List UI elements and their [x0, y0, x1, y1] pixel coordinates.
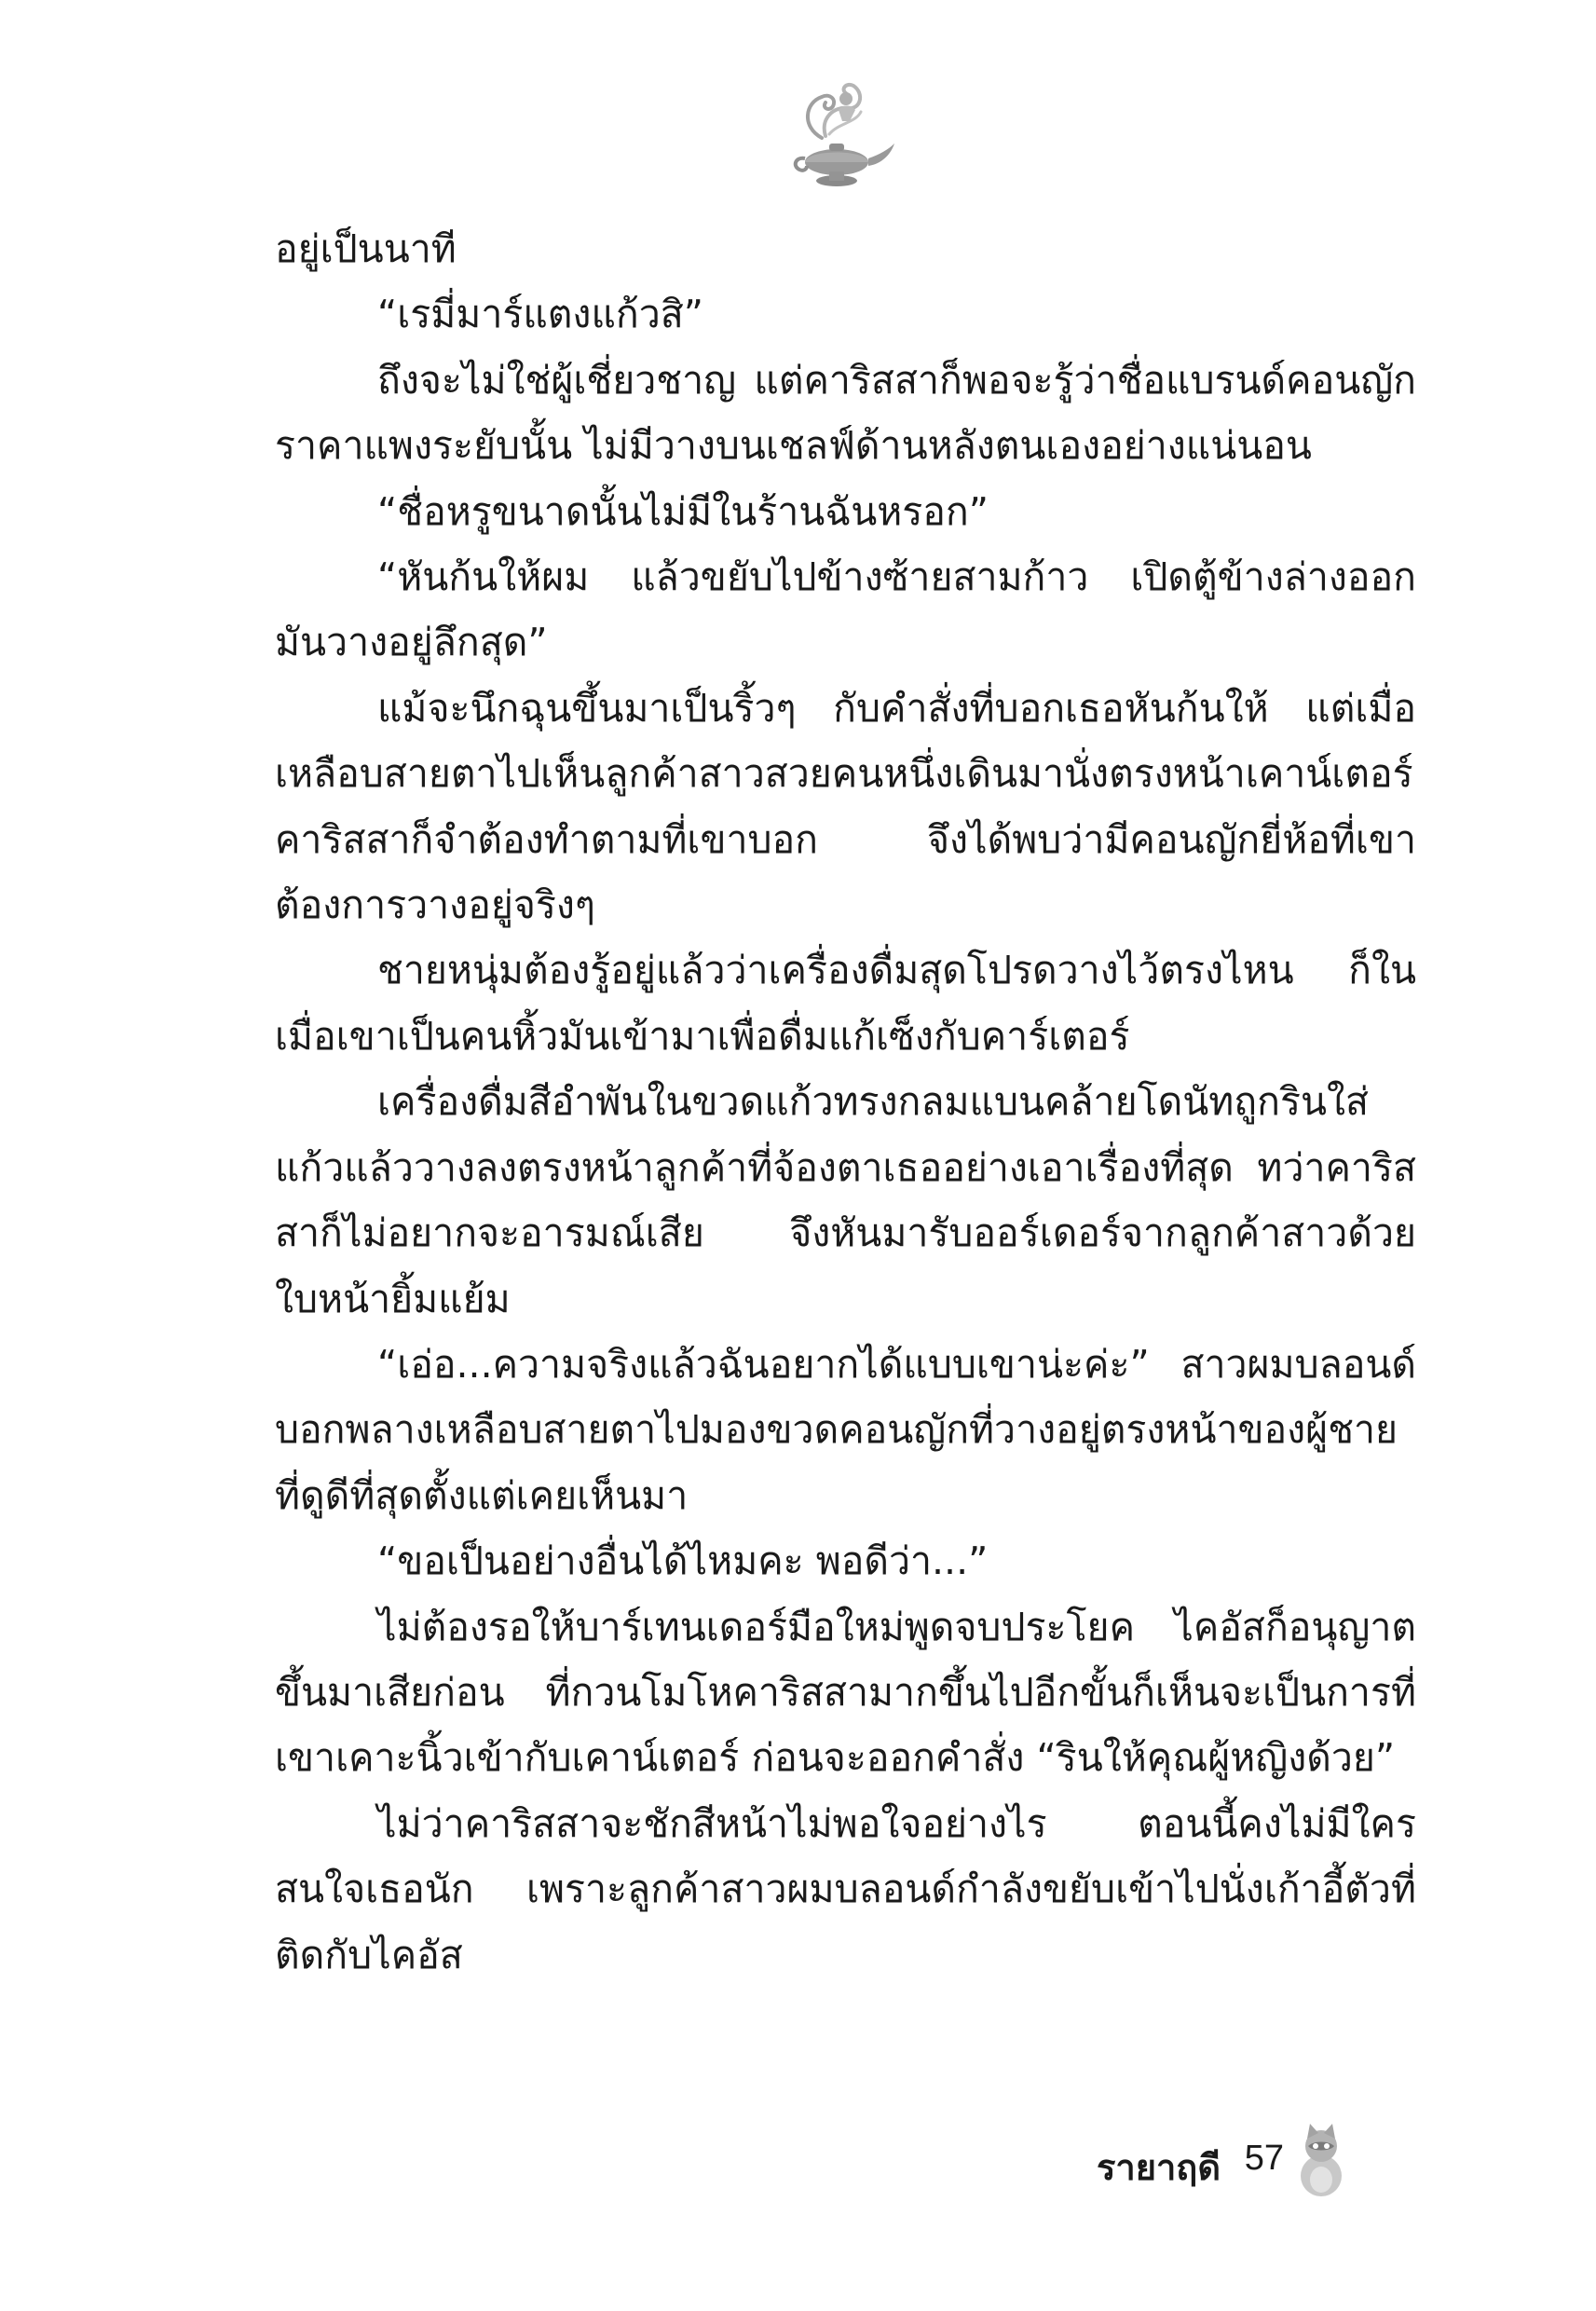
cat-mascot-icon	[1291, 2120, 1351, 2198]
paragraph: ไม่ว่าคาริสสาจะชักสีหน้าไม่พอใจอย่างไร ตอนนี้คงไม่มีใครสนใจเธอนัก เพราะลูกค้าสาวผมบลอนด์กำลังขยับเข้าไปนั่งเก้าอี้ตัวที่ติดกับไคอัส	[275, 1800, 1416, 1977]
paragraph: ชายหนุ่มต้องรู้อยู่แล้วว่าเครื่องดื่มสุดโปรดวางไว้ตรงไหน ก็ในเมื่อเขาเป็นคนหิ้วมันเข้ามาเพื่อดื่มแก้เซ็งกับคาร์เตอร์	[275, 948, 1416, 1059]
page-footer	[1096, 2120, 1435, 2204]
paragraph: “เรมี่มาร์แตงแก้วสิ”	[377, 292, 703, 337]
body-text	[275, 216, 1416, 1988]
paragraph: ไม่ต้องรอให้บาร์เทนเดอร์มือใหม่พูดจบประโยค ไคอัสก็อนุญาตขึ้นมาเสียก่อน ที่กวนโมโหคาริสสามากขึ้นไปอีกขั้นก็เห็นจะเป็นการที่เขาเคาะนิ้วเข้ากับเคาน์เตอร์ ก่อนจะออกคำสั่ง “รินให้คุณผู้หญิงด้วย”	[275, 1604, 1416, 1781]
paragraph: “ขอเป็นอย่างอื่นได้ไหมคะ พอดีว่า...”	[377, 1538, 989, 1584]
paragraph: ถึงจะไม่ใช่ผู้เชี่ยวชาญ แต่คาริสสาก็พอจะรู้ว่าชื่อแบรนด์คอนญักราคาแพงระยับนั้น ไม่มีวางบนเชลฟ์ด้านหลังตนเองอย่างแน่นอน	[275, 357, 1416, 469]
paragraph: “เอ่อ...ความจริงแล้วฉันอยากได้แบบเขาน่ะค่ะ” สาวผมบลอนด์บอกพลางเหลือบสายตาไปมองขวดคอนญักที่วางอยู่ตรงหน้าของผู้ชายที่ดูดีที่สุดตั้งแต่เคยเห็นมา	[275, 1341, 1416, 1518]
paragraph: เครื่องดื่มสีอำพันในขวดแก้วทรงกลมแบนคล้ายโดนัทถูกรินใส่แก้วแล้ววางลงตรงหน้าลูกค้าที่จ้องตาเธออย่างเอาเรื่องที่สุด ทว่าคาริสสาก็ไม่อยากจะอารมณ์เสีย จึงหันมารับออร์เดอร์จากลูกค้าสาวด้วยใบหน้ายิ้มแย้ม	[275, 1079, 1416, 1321]
paragraph: แม้จะนึกฉุนขึ้นมาเป็นริ้วๆ กับคำสั่งที่บอกเธอหันก้นให้ แต่เมื่อเหลือบสายตาไปเห็นลูกค้าสาวสวยคนหนึ่งเดินมานั่งตรงหน้าเคาน์เตอร์ คาริสสาก็จำต้องทำตามที่เขาบอก จึงได้พบว่ามีคอนญักยี่ห้อที่เขาต้องการวางอยู่จริงๆ	[275, 685, 1416, 928]
magic-lamp-genie-icon	[764, 65, 904, 205]
running-footer-title: รายาฤดี	[1096, 2147, 1221, 2188]
paragraph: อยู่เป็นนาที	[275, 226, 457, 271]
page-number: 57	[1244, 2139, 1284, 2178]
paragraph: “หันก้นให้ผม แล้วขยับไปข้างซ้ายสามก้าว เปิดตู้ข้างล่างออก มันวางอยู่ลึกสุด”	[275, 554, 1416, 665]
paragraph: “ชื่อหรูขนาดนั้นไม่มีในร้านฉันหรอก”	[377, 488, 989, 534]
